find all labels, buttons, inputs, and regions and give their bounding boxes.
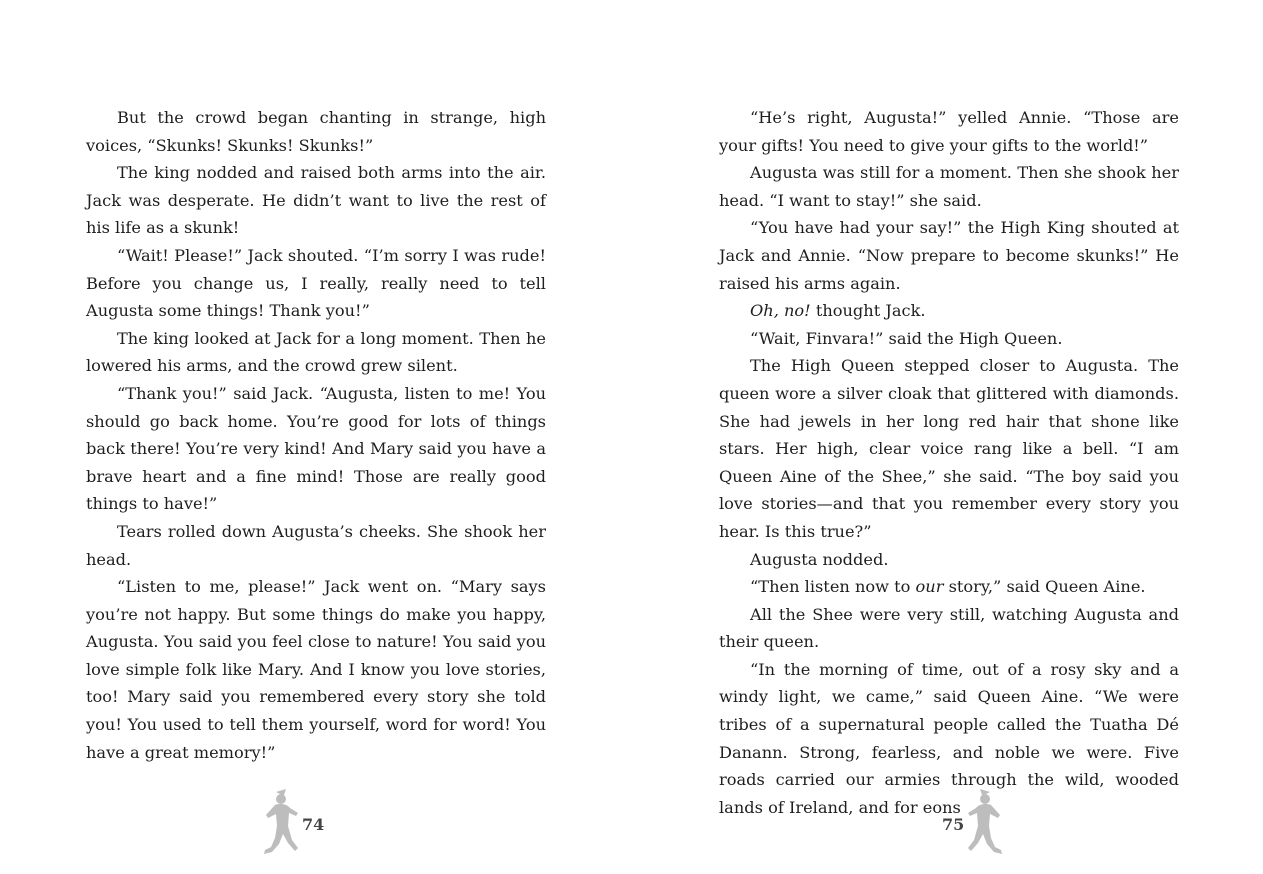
paragraph: All the Shee were very still, watching Augusta and their queen. xyxy=(719,604,1179,652)
paragraph: “He’s right, Augusta!” yelled Annie. “Those are your gifts! You need to give your gifts to the world!” xyxy=(719,108,1179,155)
folio-left xyxy=(256,788,336,858)
left-page xyxy=(86,104,546,766)
paragraph: The High Queen stepped closer to Augusta. The queen wore a silver cloak that glittered with diamonds. She had jewels in her long red hair that shone like stars. Her high, clear voice rang like a bell. “I am Queen Aine of the Shee,” she said. “The boy said you love stories—and that you remember every story you hear. Is this true?” xyxy=(719,356,1179,541)
italic-text: Oh, no! xyxy=(750,301,811,321)
paragraph: The king nodded and raised both arms into the air. Jack was desperate. He didn’t want to live the rest of his life as a skunk! xyxy=(86,163,546,238)
paragraph: Augusta nodded. xyxy=(750,549,889,569)
dancing-figure-icon xyxy=(962,788,1008,858)
paragraph: Tears rolled down Augusta’s cheeks. She shook her head. xyxy=(86,521,546,569)
folio-right xyxy=(936,788,1016,858)
page-number: 74 xyxy=(302,815,325,834)
paragraph: “You have had your say!” the High King shouted at Jack and Annie. “Now prepare to become skunks!” He raised his arms again. xyxy=(719,218,1179,293)
paragraph xyxy=(719,297,1179,325)
paragraph: “Thank you!” said Jack. “Augusta, listen to me! You should go back home. You’re good for lots of things back there! You’re very kind! And Mary said you have a brave heart and a fine mind! Those are really good things to have!” xyxy=(86,383,546,514)
paragraph-text: “Then listen now to xyxy=(750,577,916,597)
paragraph xyxy=(719,573,1179,601)
paragraph: “Listen to me, please!” Jack went on. “Mary says you’re not happy. But some things do make you happy, Augusta. You said you feel close to nature! You said you love simple folk like Mary. And I know you love stories, too! Mary said you remembered every story she told you! You used to tell them yourself, word for word! You have a great memory!” xyxy=(86,577,546,762)
right-page xyxy=(719,104,1179,821)
paragraph: But the crowd began chanting in strange, high voices, “Skunks! Skunks! Skunks!” xyxy=(86,108,546,155)
paragraph-text: thought Jack. xyxy=(810,301,926,321)
paragraph: The king looked at Jack for a long moment. Then he lowered his arms, and the crowd grew silent. xyxy=(86,328,546,376)
paragraph-text: story,” said Queen Aine. xyxy=(943,577,1146,597)
paragraph: “Wait, Finvara!” said the High Queen. xyxy=(750,328,1063,348)
page-number: 75 xyxy=(942,815,965,834)
paragraph: “In the morning of time, out of a rosy sky and a windy light, we came,” said Queen Aine. “We were tribes of a supernatural people called the Tuatha Dé Danann. Strong, fearless, and noble we were. Five roads carried our armies through the wild, wooded lands of Ireland, and for eons xyxy=(719,659,1179,817)
paragraph: Augusta was still for a moment. Then she shook her head. “I want to stay!” she said. xyxy=(719,163,1179,210)
italic-text: our xyxy=(915,577,944,597)
paragraph: “Wait! Please!” Jack shouted. “I’m sorry I was rude! Before you change us, I really, really need to tell Augusta some things! Thank you!” xyxy=(86,245,546,321)
dancing-figure-icon xyxy=(258,788,304,858)
